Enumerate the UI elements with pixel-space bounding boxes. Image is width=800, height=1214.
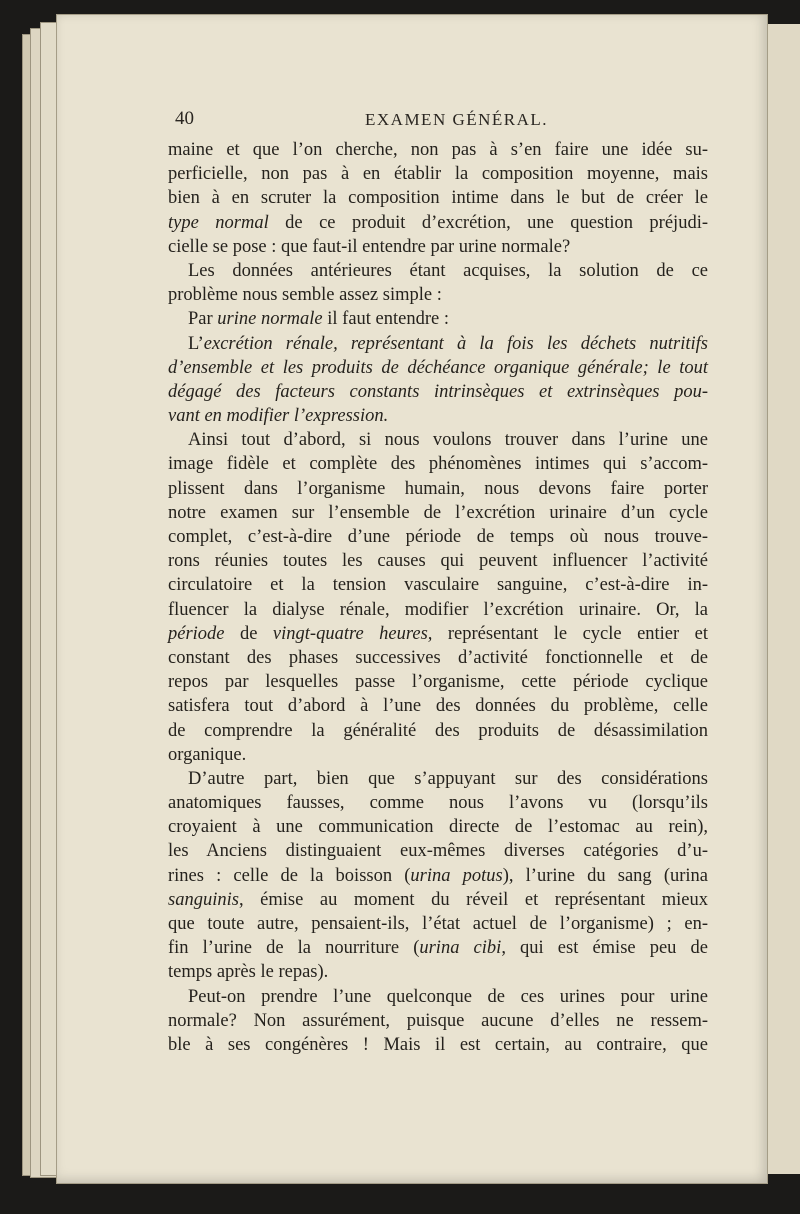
text-run: perficielle, non pas à en établir la composition moyenne, mais <box>168 164 708 185</box>
text-run: il faut entendre : <box>322 309 450 330</box>
italic-text: excrétion rénale, représentant à la fois les déchets nutritifs <box>203 333 708 354</box>
text-run: cielle se pose : que faut-il entendre par urine normale? <box>168 236 571 257</box>
text-line <box>168 815 708 839</box>
text-line <box>168 332 708 356</box>
text-line <box>168 622 708 646</box>
text-run: fluencer la dialyse rénale, modifier l’excrétion urinaire. Or, la <box>168 599 708 620</box>
text-run: Peut-on prendre l’une quelconque de ces urines pour urine <box>188 986 708 1007</box>
text-run: repos par lesquelles passe l’organisme, cette période cyclique <box>168 672 708 693</box>
text-run: rons réunies toutes les causes qui peuvent influencer l’activité <box>168 551 708 572</box>
text-run: L’ <box>188 333 204 354</box>
text-line <box>168 1009 708 1033</box>
text-line <box>168 138 708 162</box>
text-run: que toute autre, pensaient-ils, l’état actuel de l’organisme) ; en- <box>168 914 708 934</box>
text-line <box>168 501 708 525</box>
text-run: maine et que l’on cherche, non pas à s’en faire une idée su- <box>168 140 708 160</box>
italic-text: urine normale <box>217 309 323 330</box>
text-run: de <box>224 623 273 644</box>
text-line <box>168 670 708 694</box>
italic-text: d’ensemble et les produits de déchéance organique générale; le tout <box>168 357 708 378</box>
italic-text: urina cibi <box>419 938 502 959</box>
page-number: 40 <box>175 108 194 129</box>
italic-text: vant en modifier l’expression. <box>168 406 389 427</box>
text-line <box>168 186 708 210</box>
text-run: D’autre part, bien que s’appuyant sur des considérations <box>188 768 708 789</box>
italic-text: vingt-quatre heures, <box>272 623 433 644</box>
text-run: constant des phases successives d’activité fonctionnelle et de <box>168 647 708 668</box>
text-run: croyaient à une communication directe de l’estomac au rein), <box>168 817 708 838</box>
text-line <box>168 211 708 235</box>
text-line <box>168 598 708 622</box>
text-run: Les données antérieures étant acquises, la solution de ce <box>188 260 708 281</box>
running-head: EXAMEN GÉNÉRAL. <box>365 110 549 129</box>
text-run: , émise au moment du réveil et représentant mieux <box>238 889 708 910</box>
text-line <box>168 477 708 501</box>
text-run: les Anciens distinguaient eux-mêmes diverses catégories d’u- <box>168 841 708 862</box>
text-line <box>168 162 708 186</box>
text-run: Par <box>188 309 218 330</box>
text-run: problème nous semble assez simple : <box>168 285 442 306</box>
text-run: bien à en scruter la composition intime dans le but de créer le <box>168 188 708 209</box>
text-line <box>168 912 708 936</box>
text-run: satisfera tout d’abord à l’une des données du problème, celle <box>168 696 708 717</box>
text-line <box>168 694 708 718</box>
text-line <box>168 404 708 428</box>
text-line <box>168 743 708 767</box>
text-line <box>168 283 708 307</box>
text-run: circulatoire et la tension vasculaire sanguine, c’est-à-dire in- <box>168 575 708 596</box>
italic-text: sanguinis <box>168 889 239 910</box>
italic-text: urina potus <box>410 865 503 886</box>
text-line <box>168 767 708 791</box>
text-line <box>168 646 708 670</box>
text-line <box>168 791 708 815</box>
italic-text: type normal <box>168 212 269 233</box>
text-run: anatomiques fausses, comme nous l’avons vu (lorsqu’ils <box>168 793 708 814</box>
text-line <box>168 356 708 380</box>
text-line <box>168 307 708 331</box>
text-run: représentant le cycle entier et <box>432 623 708 644</box>
text-line <box>168 985 708 1009</box>
text-line <box>168 1033 708 1057</box>
text-run: rines : celle de la boisson ( <box>168 865 411 886</box>
text-run: Ainsi tout d’abord, si nous voulons trouver dans l’urine une <box>188 430 708 451</box>
text-run: image fidèle et complète des phénomènes intimes qui s’accom- <box>168 454 708 475</box>
text-run: temps après le repas). <box>168 962 329 983</box>
body-text <box>168 138 708 1057</box>
text-line <box>168 428 708 452</box>
text-run: de comprendre la généralité des produits de désassimilation <box>168 720 708 741</box>
text-line <box>168 960 708 984</box>
text-line <box>168 936 708 960</box>
text-run: normale? Non assurément, puisque aucune d’elles ne ressem- <box>168 1010 708 1031</box>
text-line <box>168 525 708 549</box>
text-line <box>168 839 708 863</box>
text-line <box>168 259 708 283</box>
text-run: notre examen sur l’ensemble de l’excrétion urinaire d’un cycle <box>168 502 708 523</box>
italic-text: période <box>168 623 225 644</box>
text-line <box>168 719 708 743</box>
text-run: , qui est émise peu de <box>501 938 708 959</box>
text-run: ), l’urine du sang (urina <box>502 865 708 886</box>
text-line <box>168 549 708 573</box>
text-run: organique. <box>168 744 247 765</box>
text-line <box>168 573 708 597</box>
text-run: complet, c’est-à-dire d’une période de temps où nous trouve- <box>168 527 708 547</box>
text-line <box>168 235 708 259</box>
text-run: plissent dans l’organisme humain, nous devons faire porter <box>168 478 708 499</box>
text-line <box>168 380 708 404</box>
text-run: ble à ses congénères ! Mais il est certain, au contraire, que <box>168 1034 708 1055</box>
text-run: de ce produit d’excrétion, une question préjudi- <box>268 212 708 233</box>
text-line <box>168 888 708 912</box>
text-run: fin l’urine de la nourriture ( <box>168 938 420 959</box>
text-line <box>168 452 708 476</box>
italic-text: dégagé des facteurs constants intrinsèques et extrinsèques pou- <box>168 381 708 402</box>
text-line <box>168 864 708 888</box>
page-header <box>175 108 705 136</box>
